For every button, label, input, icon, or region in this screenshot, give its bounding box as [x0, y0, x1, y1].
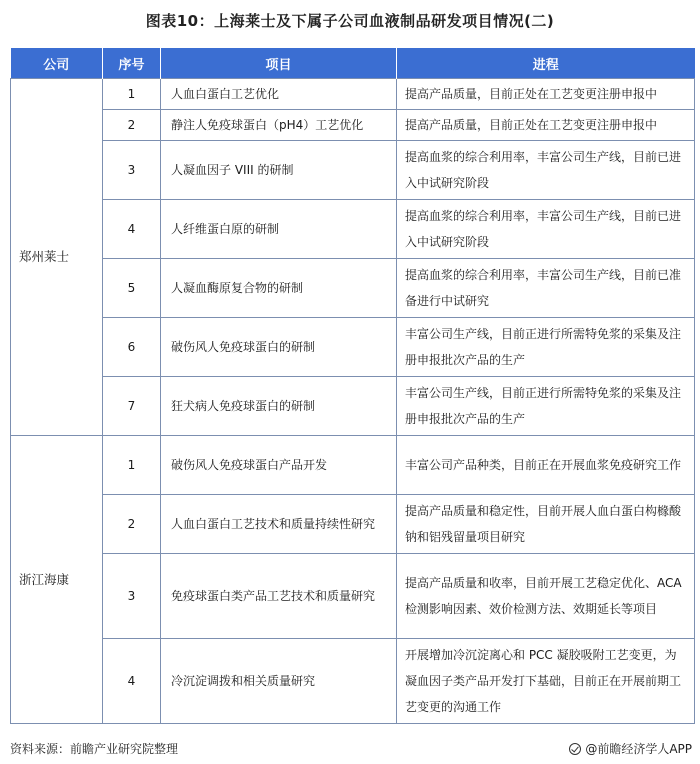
seq-cell: 6 — [103, 318, 161, 377]
item-cell: 人凝血因子 VIII 的研制 — [161, 141, 397, 200]
item-cell: 人凝血酶原复合物的研制 — [161, 259, 397, 318]
rd-projects-table — [10, 48, 695, 724]
source-note: 资料来源：前瞻产业研究院整理 — [10, 742, 179, 756]
item-cell: 静注人免疫球蛋白（pH4）工艺优化 — [161, 110, 397, 141]
brand-credit — [569, 740, 692, 757]
table-row — [11, 495, 695, 554]
progress-cell: 提高产品质量和收率，目前开展工艺稳定优化、ACA 检测影响因素、效价检测方法、效期延长等项目 — [397, 554, 695, 639]
progress-cell: 提高血浆的综合利用率，丰富公司生产线，目前已进入中试研究阶段 — [397, 141, 695, 200]
header-company: 公司 — [11, 48, 103, 79]
seq-cell: 3 — [103, 554, 161, 639]
seq-cell: 3 — [103, 141, 161, 200]
seq-cell: 1 — [103, 79, 161, 110]
company-cell-zhejiang: 浙江海康 — [11, 436, 103, 724]
table-row — [11, 110, 695, 141]
item-cell: 破伤风人免疫球蛋白的研制 — [161, 318, 397, 377]
progress-cell: 丰富公司生产线，目前正进行所需特免浆的采集及注册申报批次产品的生产 — [397, 318, 695, 377]
progress-cell: 丰富公司产品种类，目前正在开展血浆免疫研究工作 — [397, 436, 695, 495]
header-seq: 序号 — [103, 48, 161, 79]
seq-cell: 2 — [103, 495, 161, 554]
progress-cell: 开展增加冷沉淀离心和 PCC 凝胶吸附工艺变更，为凝血因子类产品开发打下基础，目前正在开展前期工艺变更的沟通工作 — [397, 639, 695, 724]
item-cell: 破伤风人免疫球蛋白产品开发 — [161, 436, 397, 495]
item-cell: 人纤维蛋白原的研制 — [161, 200, 397, 259]
table-row — [11, 318, 695, 377]
page-title: 图表10：上海莱士及下属子公司血液制品研发项目情况(二) — [145, 12, 555, 30]
seq-cell: 4 — [103, 200, 161, 259]
progress-cell: 提高产品质量，目前正处在工艺变更注册申报中 — [397, 79, 695, 110]
item-cell: 免疫球蛋白类产品工艺技术和质量研究 — [161, 554, 397, 639]
table-row — [11, 141, 695, 200]
table-row — [11, 79, 695, 110]
table-row — [11, 436, 695, 495]
table-row — [11, 554, 695, 639]
table-row — [11, 639, 695, 724]
brand-logo-icon — [569, 743, 581, 755]
progress-cell: 提高血浆的综合利用率，丰富公司生产线，目前已准备进行中试研究 — [397, 259, 695, 318]
item-cell: 狂犬病人免疫球蛋白的研制 — [161, 377, 397, 436]
brand-credit-text: @前瞻经济学人APP — [585, 742, 692, 756]
progress-cell: 丰富公司生产线，目前正进行所需特免浆的采集及注册申报批次产品的生产 — [397, 377, 695, 436]
header-item: 项目 — [161, 48, 397, 79]
table-header-row — [11, 48, 695, 79]
rd-projects-table-container — [10, 48, 694, 724]
seq-cell: 7 — [103, 377, 161, 436]
progress-cell: 提高产品质量，目前正处在工艺变更注册申报中 — [397, 110, 695, 141]
header-progress: 进程 — [397, 48, 695, 79]
item-cell: 人血白蛋白工艺优化 — [161, 79, 397, 110]
company-cell-zhengzhou: 郑州莱士 — [11, 79, 103, 436]
seq-cell: 2 — [103, 110, 161, 141]
table-row — [11, 377, 695, 436]
table-row — [11, 200, 695, 259]
seq-cell: 4 — [103, 639, 161, 724]
table-row — [11, 259, 695, 318]
progress-cell: 提高产品质量和稳定性，目前开展人血白蛋白构橼酸钠和铝残留量项目研究 — [397, 495, 695, 554]
item-cell: 人血白蛋白工艺技术和质量持续性研究 — [161, 495, 397, 554]
seq-cell: 1 — [103, 436, 161, 495]
item-cell: 冷沉淀调拨和相关质量研究 — [161, 639, 397, 724]
progress-cell: 提高血浆的综合利用率，丰富公司生产线，目前已进入中试研究阶段 — [397, 200, 695, 259]
seq-cell: 5 — [103, 259, 161, 318]
